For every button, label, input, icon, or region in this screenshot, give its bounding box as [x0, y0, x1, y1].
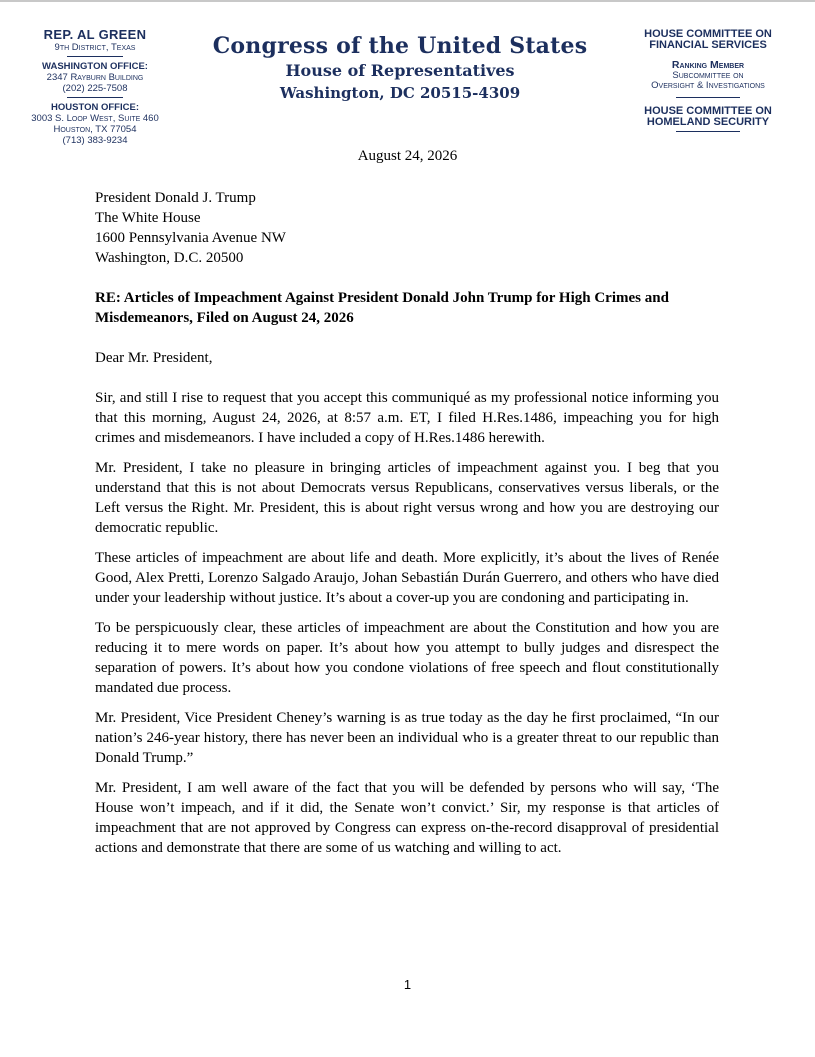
recipient-address	[95, 188, 719, 268]
houston-office-address-line1: 3003 S. Loop West, Suite 460	[31, 113, 159, 124]
divider	[67, 56, 123, 57]
committee-financial-line2: FINANCIAL SERVICES	[649, 39, 767, 51]
divider	[676, 97, 740, 98]
letterhead-left	[20, 28, 170, 146]
recipient-line: 1600 Pennsylvania Avenue NW	[95, 230, 286, 246]
letter-date: August 24, 2026	[357, 148, 458, 164]
recipient-line: The White House	[95, 210, 201, 226]
letterhead-center	[200, 32, 600, 104]
houston-office-label: HOUSTON OFFICE:	[51, 102, 139, 113]
paragraph: Mr. President, I am well aware of the fact that you will be defended by persons who will say, ‘The House won’t impeach, and if it did, the Senate won’t convict.’ Sir, my response is that articles of impeachment that are not approved by Congress can express on-the-record disapproval of presidential actions and demonstrate that there are some of us watching and willing to act.	[95, 780, 719, 856]
subcommittee-line1: Subcommittee on	[672, 69, 744, 81]
washington-address: Washington, DC 20515-4309	[279, 84, 521, 102]
page-number: 1	[403, 977, 412, 992]
dc-office-phone: (202) 225-7508	[62, 83, 128, 94]
recipient-line: Washington, D.C. 20500	[95, 250, 244, 266]
paragraph: Mr. President, Vice President Cheney’s warning is as true today as the day he first proclaimed, “In our nation’s 246-year history, there has never been an individual who is a greater threat to our republic than Donald Trump.”	[95, 710, 719, 766]
letterhead-right	[623, 29, 793, 136]
houston-office-address-line2: Houston, TX 77054	[53, 124, 137, 135]
member-district: 9th District, Texas	[54, 42, 136, 53]
dc-office-address: 2347 Rayburn Building	[46, 72, 144, 83]
letter-body	[95, 188, 719, 868]
paragraph: To be perspicuously clear, these articles of impeachment are about the Constitution and how you are reducing it to mere words on paper. It’s about how you attempt to bully judges and disrespect the separation of powers. It’s about how you condone violations of free speech and flout constitutionally mandated due process.	[95, 620, 719, 696]
salutation: Dear Mr. President,	[95, 350, 213, 366]
committee-homeland-line2: HOMELAND SECURITY	[646, 115, 770, 128]
ranking-member-title: Ranking Member	[671, 59, 745, 71]
paragraph: Sir, and still I rise to request that you accept this communiqué as my professional notice informing you that this morning, August 24, 2026, at 8:57 a.m. ET, I filed H.Res.1486, impeaching you for high crimes and misdemeanors. I have included a copy of H.Res.1486 herewith.	[95, 390, 719, 446]
committee-homeland-line1: HOUSE COMMITTEE ON	[644, 104, 772, 117]
committee-financial-line1: HOUSE COMMITTEE ON	[644, 28, 772, 40]
divider	[676, 131, 740, 132]
houston-office-phone: (713) 383-9234	[62, 135, 128, 146]
subject-line: RE: Articles of Impeachment Against President Donald John Trump for High Crimes and Misdemeanors, Filed on August 24, 2026	[95, 290, 669, 326]
paragraph: These articles of impeachment are about life and death. More explicitly, it’s about the lives of Renée Good, Alex Pretti, Lorenzo Salgado Araujo, Johan Sebastián Durán Guerrero, and others who have died under your leadership without justice. It’s about a cover-up you are condoning and participating in.	[95, 550, 719, 606]
divider	[67, 97, 123, 98]
house-title: House of Representatives	[285, 61, 515, 80]
recipient-line: President Donald J. Trump	[95, 190, 256, 206]
paragraph: Mr. President, I take no pleasure in bringing articles of impeachment against you. I beg that you understand that this is not about Democrats versus Republicans, conservatives versus liberals, or the Left versus the Right. Mr. President, this is about right versus wrong and how you are destroying our democratic republic.	[95, 460, 719, 536]
congress-title: Congress of the United States	[212, 33, 588, 59]
subcommittee-line2: Oversight & Investigations	[651, 80, 765, 91]
dc-office-label: WASHINGTON OFFICE:	[42, 61, 148, 72]
member-name: REP. AL GREEN	[43, 27, 147, 42]
